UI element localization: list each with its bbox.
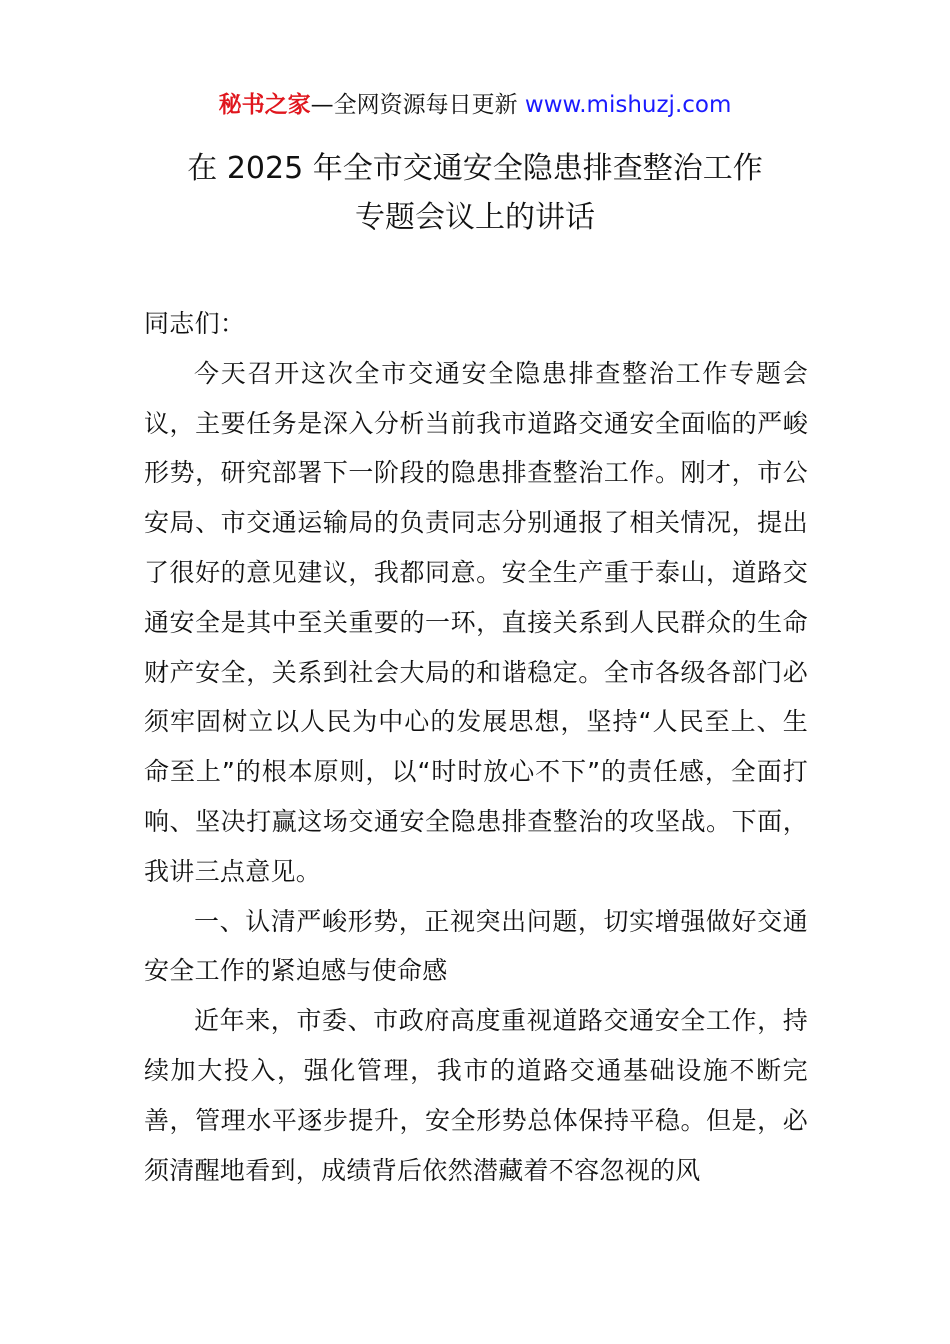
document-title-line-2: 专题会议上的讲话: [355, 200, 595, 235]
document-title-line-1: 在 2025 年全市交通安全隐患排查整治工作: [187, 151, 763, 186]
site-tagline: —全网资源每日更新: [310, 92, 525, 118]
site-url[interactable]: www.mishuzj.com: [524, 92, 732, 118]
section-heading-1: 一、认清严峻形势，正视突出问题，切实增强做好交通安全工作的紧迫感与使命感: [144, 906, 808, 986]
paragraph-intro: 今天召开这次全市交通安全隐患排查整治工作专题会议，主要任务是深入分析当前我市道路交通安全面临的严峻形势，研究部署下一阶段的隐患排查整治工作。刚才，市公安局、市交通运输局的负责同志分别通报了相关情况，提出了很好的意见建议，我都同意。安全生产重于泰山，道路交通安全是其中至关重要的一环，直接关系到人民群众的生命财产安全，关系到社会大局的和谐稳定。全市各级各部门必须牢固树立以人民为中心的发展思想，坚持“人民至上、生命至上”的根本原则，以“时时放心不下”的责任感，全面打响、坚决打赢这场交通安全隐患排查整治的攻坚战。下面，我讲三点意见。: [144, 358, 808, 886]
site-brand: 秘书之家: [218, 92, 311, 118]
salutation: 同志们：: [144, 309, 246, 338]
paragraph-section-1: 近年来，市委、市政府高度重视道路交通安全工作，持续加大投入，强化管理，我市的道路交通基础设施不断完善，管理水平逐步提升，安全形势总体保持平稳。但是，必须清醒地看到，成绩背后依然潜藏着不容忽视的风: [144, 1006, 808, 1185]
document-body: [144, 299, 808, 1195]
site-header: [0, 88, 950, 122]
